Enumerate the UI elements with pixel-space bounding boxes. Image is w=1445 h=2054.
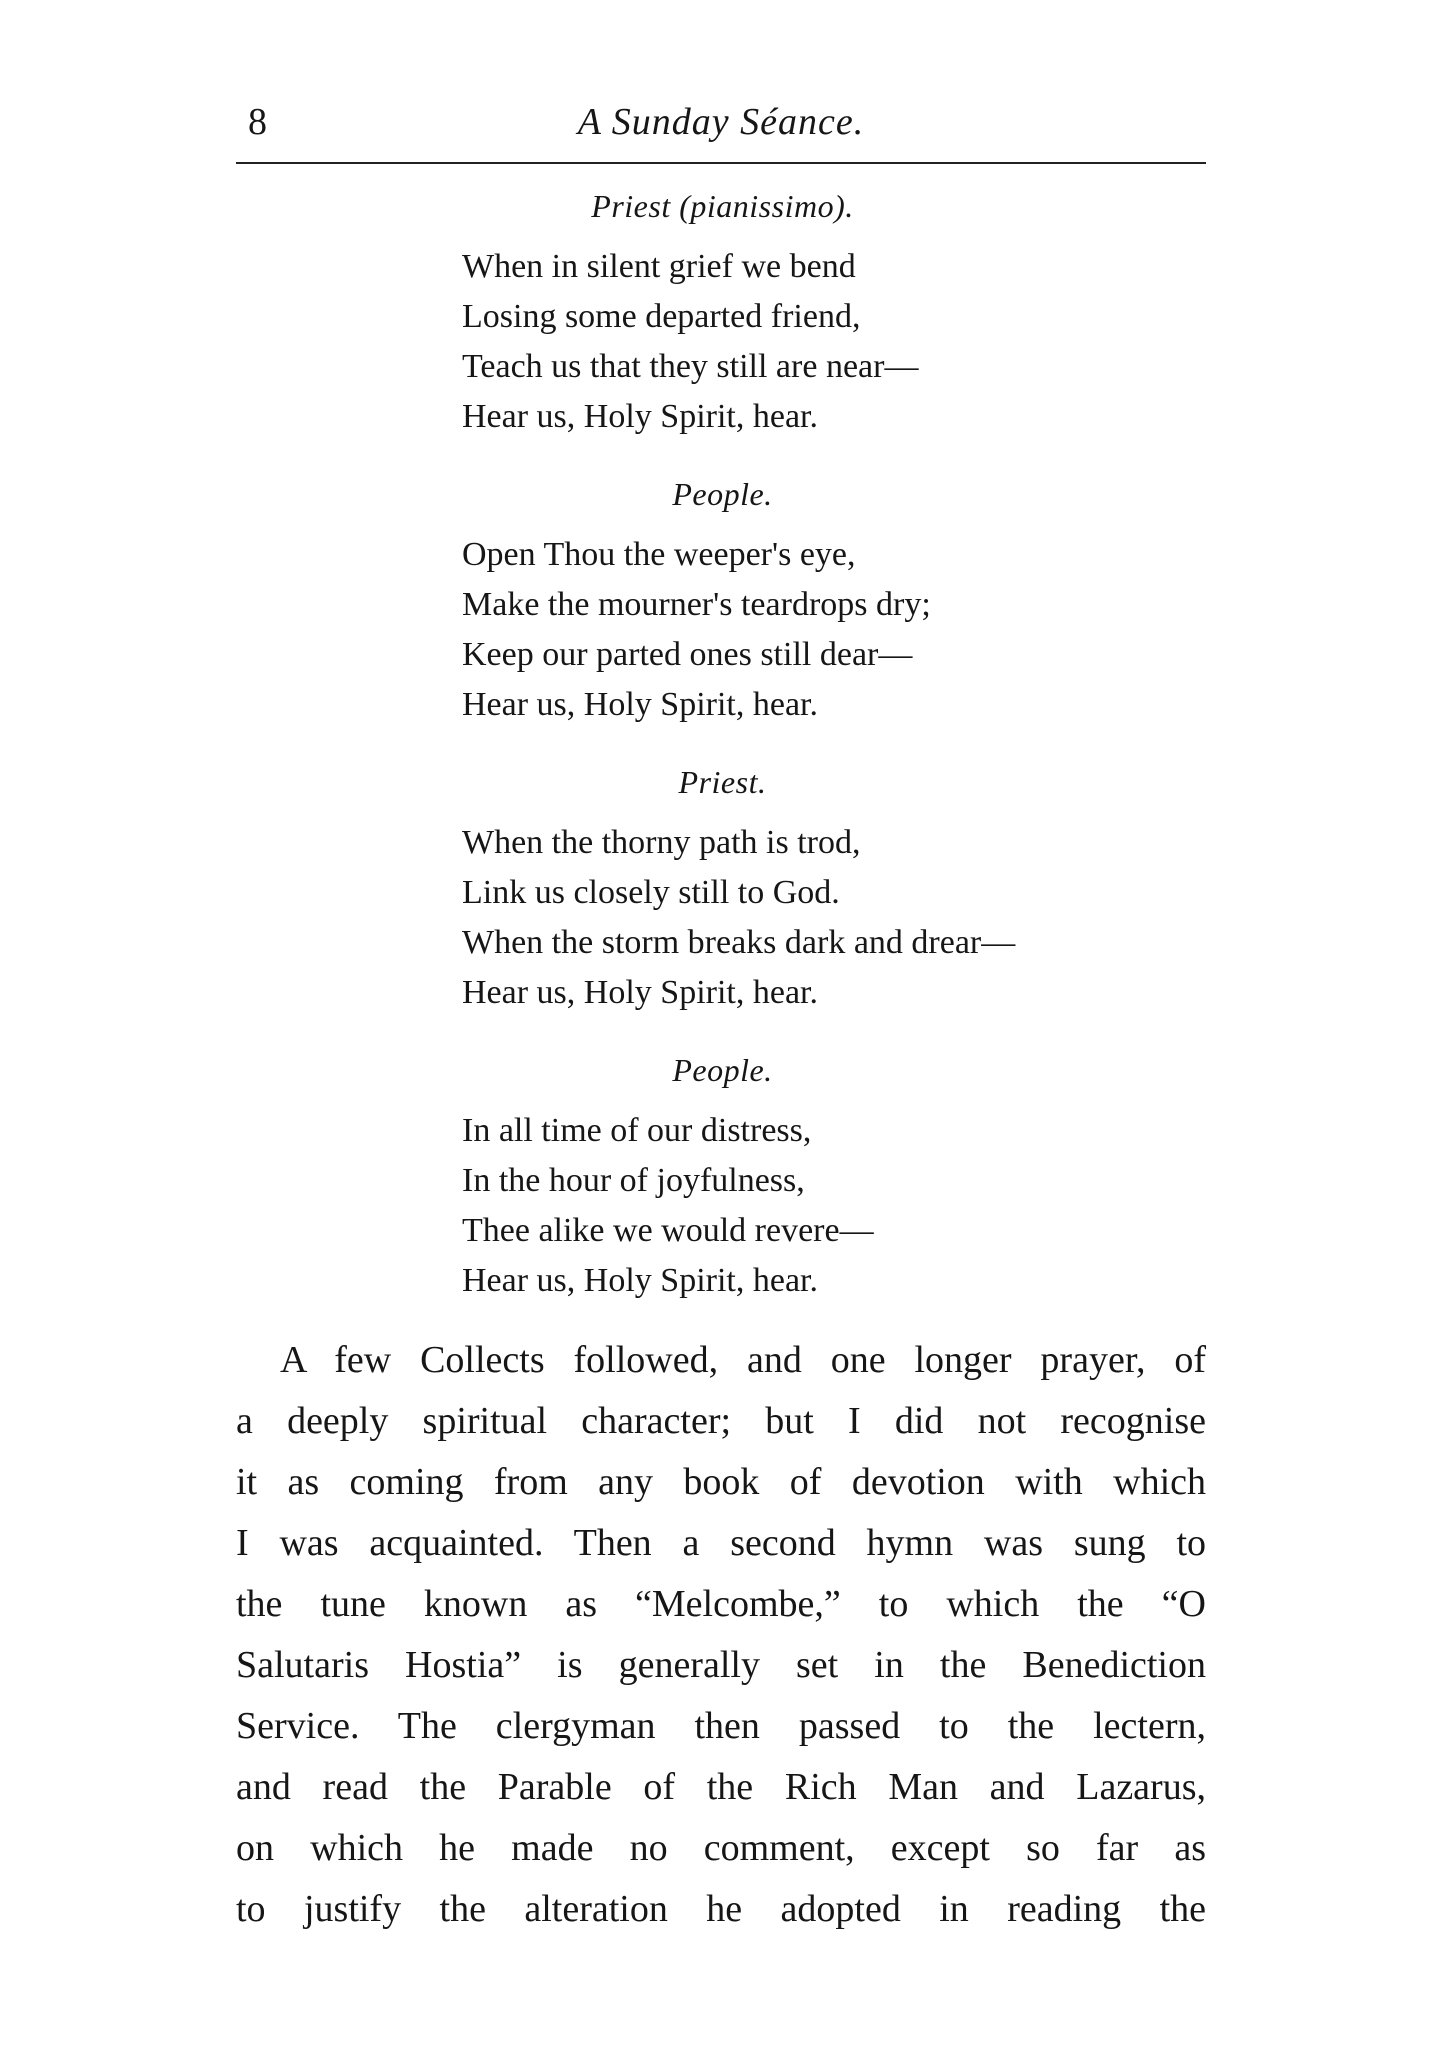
verse-line: In all time of our distress,	[462, 1112, 812, 1149]
paragraph-line: a deeply spiritual character; but I did not recognise	[236, 1400, 1206, 1442]
running-title: A Sunday Séance.	[577, 101, 865, 143]
stanza-speaker: People.	[672, 476, 773, 512]
page-number: 8	[248, 101, 267, 143]
verse-line: Losing some departed friend,	[462, 298, 861, 335]
paragraph-line: Salutaris Hostia” is generally set in the Benediction	[236, 1644, 1206, 1686]
verse-line: Make the mourner's teardrops dry;	[462, 586, 931, 623]
paragraph-line: and read the Parable of the Rich Man and Lazarus,	[236, 1766, 1206, 1808]
verse-line: When in silent grief we bend	[462, 248, 856, 285]
page-header	[236, 96, 1206, 156]
paragraph-line: to justify the alteration he adopted in reading the	[236, 1888, 1206, 1930]
verse-line: In the hour of joyfulness,	[462, 1162, 805, 1199]
stanza-speaker: People.	[672, 1052, 773, 1088]
paragraph-line: A few Collects followed, and one longer prayer, of	[280, 1339, 1206, 1381]
verse-line: Open Thou the weeper's eye,	[462, 536, 856, 573]
paragraph-line: Service. The clergyman then passed to the lectern,	[236, 1705, 1206, 1747]
paragraph-line: on which he made no comment, except so far as	[236, 1827, 1206, 1869]
stanza-speaker: Priest (pianissimo).	[591, 188, 854, 224]
verse-line: When the thorny path is trod,	[462, 824, 861, 861]
verse-line: Hear us, Holy Spirit, hear.	[462, 686, 818, 723]
verse-line: Hear us, Holy Spirit, hear.	[462, 1262, 818, 1299]
verse-line: Keep our parted ones still dear—	[462, 636, 913, 673]
verse-line: Hear us, Holy Spirit, hear.	[462, 974, 818, 1011]
verse-line: Teach us that they still are near—	[462, 348, 919, 385]
paragraph-line: the tune known as “Melcombe,” to which the “O	[236, 1583, 1206, 1625]
verse-line: Hear us, Holy Spirit, hear.	[462, 398, 818, 435]
stanza-speaker: Priest.	[678, 764, 767, 800]
verse-line: When the storm breaks dark and drear—	[462, 924, 1016, 961]
paragraph-line: I was acquainted. Then a second hymn was sung to	[236, 1522, 1206, 1564]
verse-line: Link us closely still to God.	[462, 874, 840, 911]
verse-line: Thee alike we would revere—	[462, 1212, 874, 1249]
paragraph-line: it as coming from any book of devotion with which	[236, 1461, 1206, 1503]
header-rule	[236, 162, 1206, 164]
